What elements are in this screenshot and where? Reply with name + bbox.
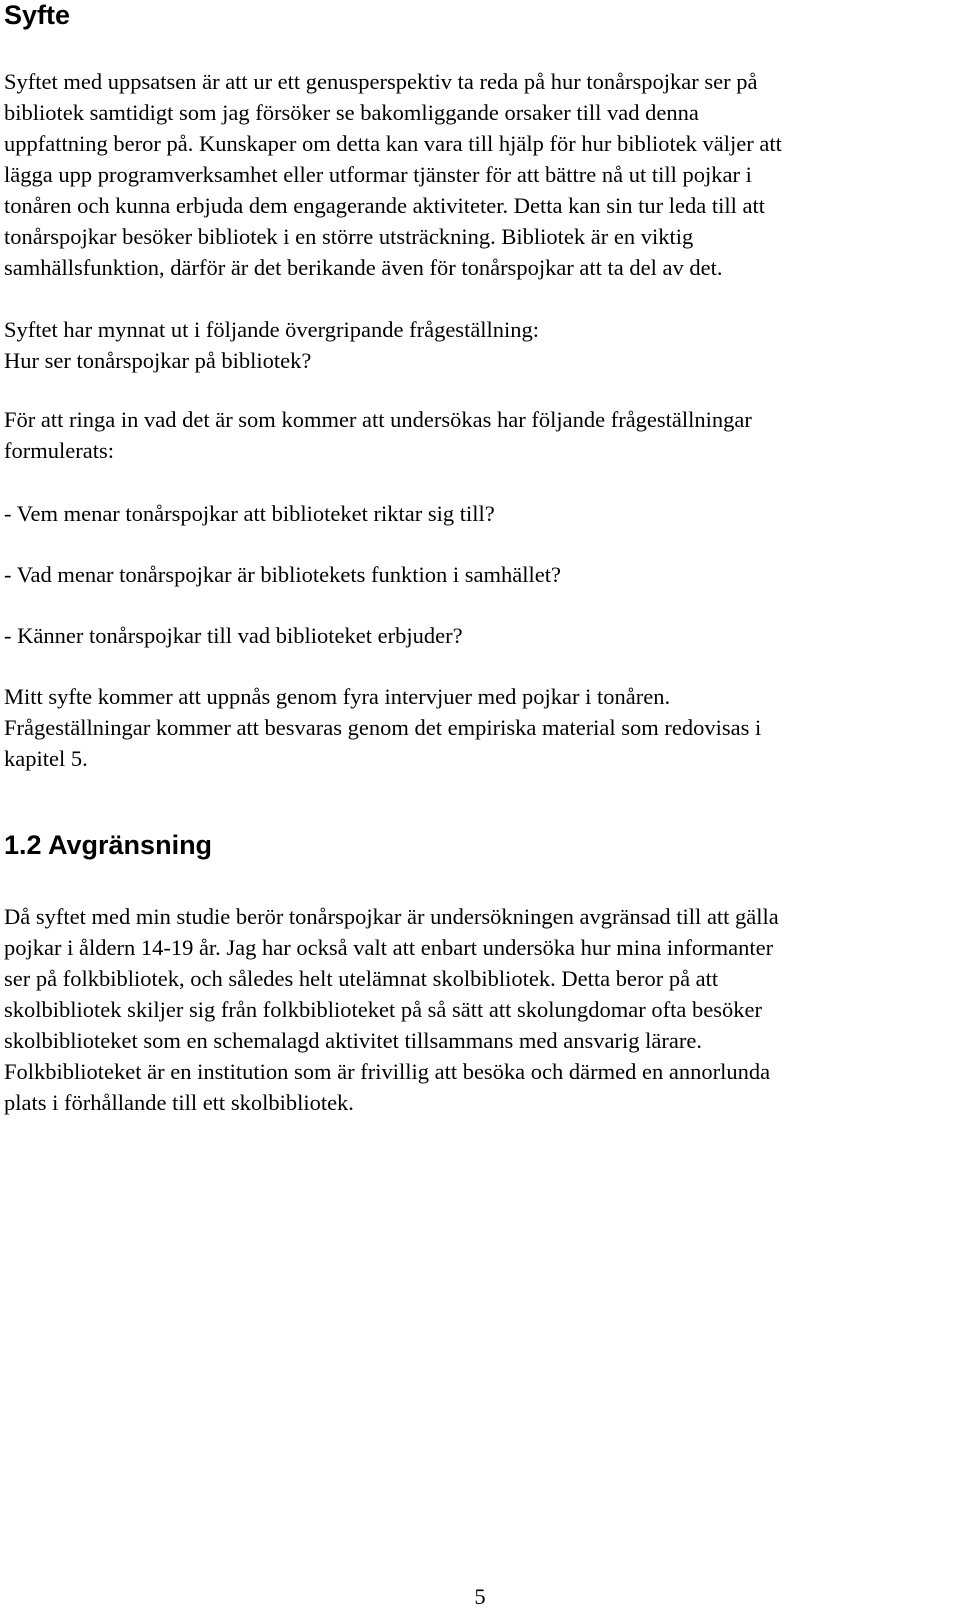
text-line: ser på folkbibliotek, och således helt utelämnat skolbibliotek. Detta beror på att bbox=[4, 966, 719, 991]
text-line: bibliotek samtidigt som jag försöker se bakomliggande orsaker till vad denna bbox=[4, 100, 699, 125]
paragraph-purpose bbox=[4, 66, 782, 283]
question-item-2: - Vad menar tonårspojkar är bibliotekets funktion i samhället? bbox=[4, 562, 561, 587]
question-item-1: - Vem menar tonårspojkar att biblioteket riktar sig till? bbox=[4, 501, 495, 526]
text-line: Folkbiblioteket är en institution som är frivillig att besöka och därmed en annorlunda bbox=[4, 1059, 771, 1084]
text-line: Hur ser tonårspojkar på bibliotek? bbox=[4, 348, 312, 373]
question-item-3: - Känner tonårspojkar till vad biblioteket erbjuder? bbox=[4, 623, 463, 648]
paragraph-main-question bbox=[4, 314, 539, 376]
text-line: pojkar i åldern 14-19 år. Jag har också valt att enbart undersöka hur mina informanter bbox=[4, 935, 774, 960]
text-line: kapitel 5. bbox=[4, 746, 88, 771]
paragraph-delimitation bbox=[4, 901, 779, 1118]
section-heading-syfte: Syfte bbox=[4, 0, 71, 30]
text-line: För att ringa in vad det är som kommer att undersökas har följande frågeställningar bbox=[4, 407, 752, 432]
text-line: Syftet har mynnat ut i följande övergripande frågeställning: bbox=[4, 317, 540, 342]
text-line: skolbiblioteket som en schemalagd aktivitet tillsammans med ansvarig lärare. bbox=[4, 1028, 702, 1053]
text-line: Frågeställningar kommer att besvaras genom det empiriska material som redovisas i bbox=[4, 715, 762, 740]
text-line: lägga upp programverksamhet eller utformar tjänster för att bättre nå ut till pojkar i bbox=[4, 162, 752, 187]
text-line: Syftet med uppsatsen är att ur ett genusperspektiv ta reda på hur tonårspojkar ser på bbox=[4, 69, 758, 94]
text-line: uppfattning beror på. Kunskaper om detta kan vara till hjälp för hur bibliotek väljer att bbox=[4, 131, 782, 156]
paragraph-method bbox=[4, 681, 761, 774]
paragraph-sub-questions-intro bbox=[4, 404, 752, 466]
text-line: samhällsfunktion, därför är det berikande även för tonårspojkar att ta del av det. bbox=[4, 255, 723, 280]
text-line: formulerats: bbox=[4, 438, 114, 463]
text-line: Då syftet med min studie berör tonårspojkar är undersökningen avgränsad till att gälla bbox=[4, 904, 779, 929]
text-line: skolbibliotek skiljer sig från folkbiblioteket på så sätt att skolungdomar ofta besöker bbox=[4, 997, 762, 1022]
section-heading-avgransning: 1.2 Avgränsning bbox=[4, 830, 213, 860]
text-line: tonårspojkar besöker bibliotek i en större utsträckning. Bibliotek är en viktig bbox=[4, 224, 694, 249]
text-line: Mitt syfte kommer att uppnås genom fyra intervjuer med pojkar i tonåren. bbox=[4, 684, 671, 709]
text-line: plats i förhållande till ett skolbibliotek. bbox=[4, 1090, 354, 1115]
text-line: tonåren och kunna erbjuda dem engagerande aktiviteter. Detta kan sin tur leda till att bbox=[4, 193, 765, 218]
page-number: 5 bbox=[474, 1584, 486, 1609]
